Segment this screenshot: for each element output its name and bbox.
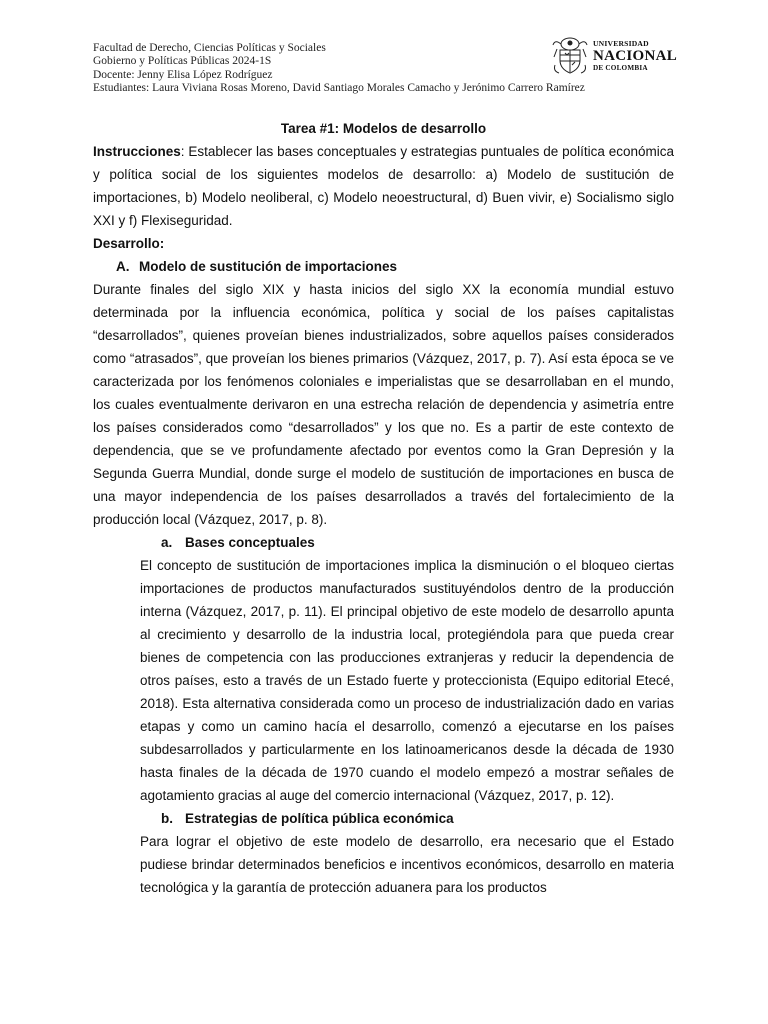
subsection-b-heading <box>140 807 674 830</box>
students-line: Estudiantes: Laura Viviana Rosas Moreno, David Santiago Morales Camacho y Jerónimo Carrero Ramírez <box>93 82 585 95</box>
instructions-label: Instrucciones <box>93 144 181 159</box>
desarrollo-label: Desarrollo: <box>93 236 165 251</box>
logo-line-1: UNIVERSIDAD <box>593 39 649 49</box>
subsection-a-number: a. <box>161 535 173 550</box>
subsection-a-heading <box>140 531 674 554</box>
subsection-a <box>93 531 674 807</box>
faculty-line: Facultad de Derecho, Ciencias Políticas y Sociales <box>93 42 326 54</box>
instructions-paragraph <box>93 140 674 232</box>
subsection-a-paragraph: El concepto de sustitución de importaciones implica la disminución o el bloqueo ciertas importaciones de productos manufacturados sustituyéndolos dentro de la producción interna (Vázquez, 2017, p. 11). El principal objetivo de este modelo de desarrollo apunta al crecimiento y desarrollo de la industria local, protegiéndola para que pueda crear bienes de competencia con las producciones extranjeras y reducir la dependencia de otros países, esto a través de un Estado fuerte y proteccionista (Equipo editorial Etecé, 2018). Esta alternativa considerada como un proceso de industrialización dado en varias etapas y como un camino hacía el desarrollo, comenzó a ejecutarse en los países subdesarrollados y particularmente en los latinoamericanos desde la década de 1930 hasta finales de la década de 1970 cuando el modelo empezó a mostrar señales de agotamiento gracias al auge del comercio internacional (Vázquez, 2017, p. 12). <box>140 558 674 803</box>
section-a-title: Modelo de sustitución de importaciones <box>139 259 398 274</box>
logo-text <box>593 40 677 72</box>
section-a-heading <box>93 255 674 278</box>
logo-line-2: NACIONAL <box>593 47 678 64</box>
section-a-number: A. <box>116 259 130 274</box>
subsection-b-title: Estrategias de política pública económica <box>185 811 454 826</box>
subsection-b-number: b. <box>161 811 173 826</box>
document-body <box>93 117 674 899</box>
subsection-b <box>93 807 674 899</box>
teacher-line: Docente: Jenny Elisa López Rodríguez <box>93 68 273 81</box>
university-logo <box>551 34 676 78</box>
document-title: Tarea #1: Modelos de desarrollo <box>280 121 487 136</box>
section-a-paragraph: Durante finales del siglo XIX y hasta inicios del siglo XX la economía mundial estuvo determinada por la influencia económica, política y social de los países capitalistas “desarrollados”, quienes proveían bienes industrializados, sobre aquellos países considerados como “atrasados”, que proveían los bienes primarios (Vázquez, 2017, p. 7). Así esta época se ve caracterizada por los fenómenos coloniales e imperialistas que se desarrollaban en el mundo, los cuales eventualmente derivaron en una estrecha relación de dependencia y asimetría entre los países considerados como “desarrollados” y los que no. Es a partir de este contexto de dependencia, que se ve profundamente afectado por eventos como la Gran Depresión y la Segunda Guerra Mundial, donde surge el modelo de sustitución de importaciones en busca de una mayor independencia de los países desarrollados a través del fortalecimiento de la producción local (Vázquez, 2017, p. 8). <box>93 282 674 527</box>
subsection-b-paragraph: Para lograr el objetivo de este modelo de desarrollo, era necesario que el Estado pudiese brindar determinados beneficios e incentivos económicos, desarrollo en materia tecnológica y la garantía de protección aduanera para los productos <box>140 834 674 895</box>
instructions-text: : Establecer las bases conceptuales y estrategias puntuales de política económica y política social de los siguientes modelos de desarrollo: a) Modelo de sustitución de importaciones, b) Modelo neoliberal, c) Modelo neoestructural, d) Buen vivir, e) Socialismo siglo XXI y f) Flexiseguridad. <box>93 144 674 228</box>
course-line: Gobierno y Políticas Públicas 2024-1S <box>93 55 272 68</box>
subsection-a-title: Bases conceptuales <box>185 535 315 550</box>
coat-of-arms-icon <box>551 35 589 77</box>
logo-line-3: DE COLOMBIA <box>593 63 648 72</box>
